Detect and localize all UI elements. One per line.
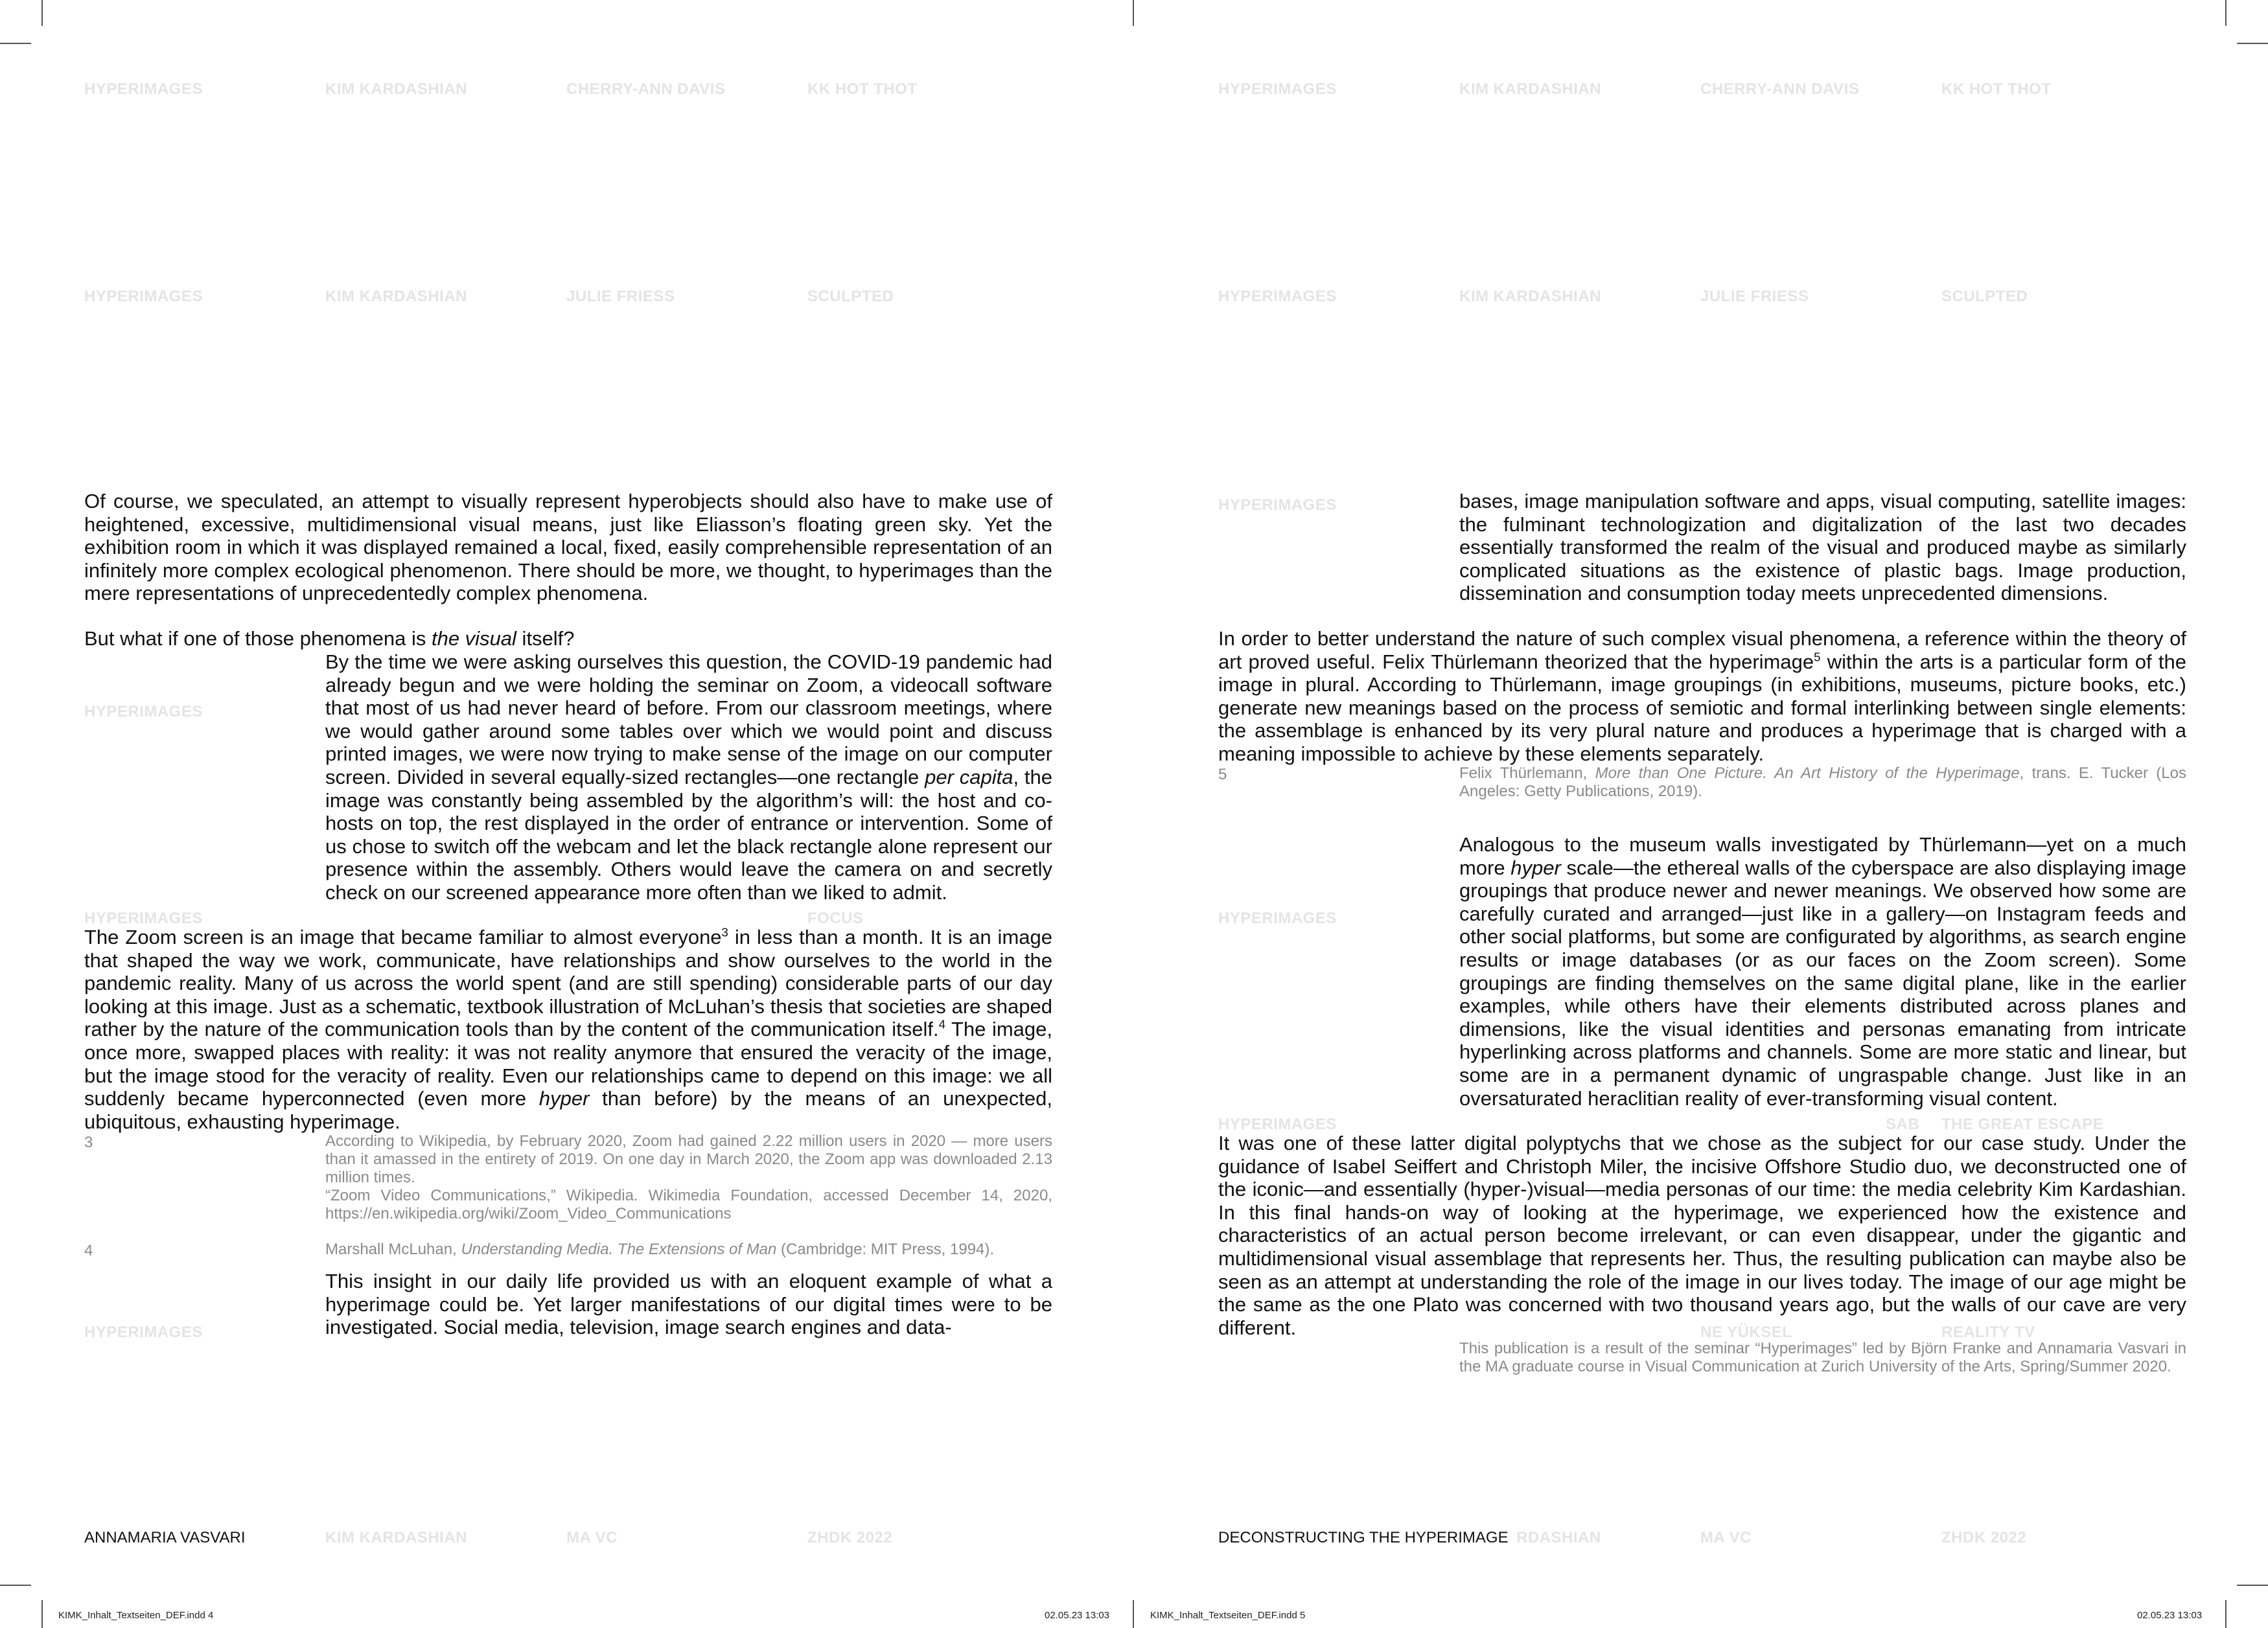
- ghost-label: HYPERIMAGES: [84, 910, 203, 927]
- ghost-label: SCULPTED: [807, 288, 894, 305]
- right-para-3: Analogous to the museum walls investigated by Thürlemann—yet on a much more hyper scale—the ethereal walls of the cyberspace are also displaying image groupings that produce newer and newer meanings. We observed how some are carefully curated and arranged—just like in a gallery—on Instagram feeds and other social platforms, but some are configurated by algorithms, as search engine results or image databases (or as our faces on the Zoom screen). Some groupings are finding themselves on the same digital plane, like in the earlier examples, while others have their elements distributed across planes and dimensions, like the visual identities and personas emanating from intricate hyperlinking across platforms and channels. Some are more static and linear, but some are in a permanent dynamic of ungraspable change. Just like in an oversaturated heraclitian reality of ever-transforming visual content.: [1459, 833, 2186, 1110]
- ghost-label: ZHDK 2022: [807, 1529, 893, 1546]
- footnote-number: 3: [84, 1134, 93, 1151]
- ghost-label: HYPERIMAGES: [84, 1324, 203, 1341]
- left-footer-author: ANNAMARIA VASVARI: [84, 1529, 246, 1546]
- ghost-label: HYPERIMAGES: [1218, 288, 1337, 305]
- ghost-label: ZHDK 2022: [1941, 1529, 2027, 1546]
- closing-note: This publication is a result of the seminar “Hyperimages” led by Björn Franke and Annamaria Vasvari in the MA graduate course in Visual Communication at Zurich University of the Arts, Spring/Summer 2020.: [1459, 1340, 2186, 1375]
- ghost-label: SCULPTED: [1941, 288, 2028, 305]
- slug-file-left: KIMK_Inhalt_Textseiten_DEF.indd 4: [58, 1610, 214, 1621]
- ghost-label: JULIE FRIESS: [566, 288, 675, 305]
- ghost-label: RDASHIAN: [1516, 1529, 1601, 1546]
- crop-mark: [0, 1585, 31, 1586]
- left-para-1: Of course, we speculated, an attempt to visually represent hyperobjects should also have to make use of heightened, excessive, multidimensional visual means, just like Eliasson’s floating green sky. Yet the exhibition room in which it was displayed remained a local, fixed, easily comprehensible representation of an infinitely more complex ecological phenomenon. There should be more, we thought, to hyperimages than the mere representations of unprecedentedly complex phenomena.: [84, 490, 1052, 605]
- crop-mark: [2237, 1585, 2268, 1586]
- slug-date-right: 02.05.23 13:03: [2137, 1610, 2203, 1621]
- ghost-label: KIM KARDASHIAN: [325, 1529, 467, 1546]
- ghost-label: HYPERIMAGES: [1218, 80, 1337, 98]
- ghost-label: SAB: [1886, 1116, 1920, 1133]
- ghost-label: REALITY TV: [1941, 1324, 2035, 1341]
- ghost-label: CHERRY-ANN DAVIS: [566, 80, 726, 98]
- ghost-label: KIM KARDASHIAN: [1459, 288, 1601, 305]
- ghost-label: KK HOT THOT: [1941, 80, 2052, 98]
- right-footer-title: DECONSTRUCTING THE HYPERIMAGE: [1218, 1529, 1509, 1546]
- crop-mark: [1133, 0, 1134, 26]
- left-para-3: By the time we were asking ourselves this question, the COVID-19 pandemic had already begun and we were holding the seminar on Zoom, a videocall software that most of us had never heard of before. From our classroom meetings, where we would gather around some tables over which we would point and discuss printed images, we were now trying to make sense of the image on our computer screen. Divided in several equally-sized rectangles—one rectangle per capita, the image was constantly being assembled by the algorithm’s will: the host and co-hosts on top, the rest displayed in the order of entrance or intervention. Some of us chose to switch off the webcam and let the black rectangle alone represent our presence within the assembly. Others would leave the camera on and secretly check on our screened appearance more often than we liked to admit.: [325, 650, 1052, 904]
- crop-mark: [2237, 43, 2268, 44]
- ghost-label: NE YÜKSEL: [1700, 1324, 1792, 1341]
- ghost-label: HYPERIMAGES: [84, 703, 203, 720]
- ghost-label: CHERRY-ANN DAVIS: [1700, 80, 1860, 98]
- crop-mark: [41, 1600, 43, 1628]
- right-para-1: bases, image manipulation software and apps, visual computing, satellite images: the fulminant technologization and digitalization of the last two decades essentially transformed the realm of the visual and produced maybe as similarly complicated situations as the existence of plastic bags. Image production, dissemination and consumption today meets unprecedented dimensions.: [1459, 490, 2186, 605]
- ghost-label: HYPERIMAGES: [1218, 1116, 1337, 1133]
- ghost-label: KIM KARDASHIAN: [325, 288, 467, 305]
- ghost-label: THE GREAT ESCAPE: [1941, 1116, 2104, 1133]
- right-para-2: In order to better understand the nature of such complex visual phenomena, a reference within the theory of art proved useful. Felix Thürlemann theorized that the hyperimage$^5$ within the arts is a particular form of the image in plural. According to Thürlemann, image groupings (in exhibitions, museums, picture books, etc.) generate new meanings based on the process of semiotic and formal interlinking between single elements: the assemblage is enhanced by its very plural nature and produces a hyperimage that is charged with a meaning impossible to achieve by these elements separately.: [1218, 627, 2186, 765]
- right-para-4: It was one of these latter digital polyptychs that we chose as the subject for our case study. Under the guidance of Isabel Seiffert and Christoph Miler, the incisive Offshore Studio duo, we deconstructed one of the iconic—and essentially (hyper-)visual—media personas of our time: the media celebrity Kim Kardashian. In this final hands-on way of looking at the hyperimage, we experienced how the existence and characteristics of an actual person become irrelevant, or can even disappear, under the gigantic and multidimensional visual assemblage that represents her. Thus, the resulting publication can maybe also be seen as an attempt at understanding the role of the image in our lives today. The image of our age might be the same as the one Plato was concerned with two thousand years ago, but the walls of our cave are very different.: [1218, 1132, 2186, 1339]
- ghost-label: HYPERIMAGES: [84, 288, 203, 305]
- crop-mark: [0, 43, 31, 44]
- ghost-label: MA VC: [566, 1529, 618, 1546]
- footnote-5: Felix Thürlemann, More than One Picture. An Art History of the Hyperimage, trans. E. Tucker (Los Angeles: Getty Publications, 2019).: [1459, 764, 2186, 800]
- ghost-label: HYPERIMAGES: [1218, 496, 1337, 514]
- crop-mark: [2225, 0, 2227, 26]
- ghost-label: KIM KARDASHIAN: [325, 80, 467, 98]
- footnote-number: 5: [1218, 766, 1227, 783]
- footnote-number: 4: [84, 1242, 93, 1259]
- crop-mark: [2225, 1600, 2227, 1628]
- slug-file-right: KIMK_Inhalt_Textseiten_DEF.indd 5: [1150, 1610, 1306, 1621]
- ghost-label: JULIE FRIESS: [1700, 288, 1809, 305]
- left-para-4: The Zoom screen is an image that became familiar to almost everyone$^3$ in less than a month. It is an image that shaped the way we work, communicate, have relationships and show ourselves to the world in the pandemic reality. Many of us across the world spent (and are still spending) considerable parts of our day looking at this image. Just as a schematic, textbook illustration of McLuhan’s thesis that societies are shaped rather by the nature of the communication tools than by the content of the communication itself.$^4$ The image, once more, swapped places with reality: it was not reality anymore that ensured the veracity of the image, but the image stood for the veracity of reality. Even our relationships came to depend on this image: we all suddenly became hyperconnected (even more hyper than before) by the means of an unexpected, ubiquitous, exhausting hyperimage.: [84, 925, 1053, 1133]
- crop-mark: [41, 0, 43, 26]
- slug-date-left: 02.05.23 13:03: [1045, 1610, 1110, 1621]
- ghost-label: KK HOT THOT: [807, 80, 918, 98]
- ghost-label: HYPERIMAGES: [84, 80, 203, 98]
- ghost-label: FOCUS: [807, 910, 864, 927]
- ghost-label: KIM KARDASHIAN: [1459, 80, 1601, 98]
- footnote-4: Marshall McLuhan, Understanding Media. The Extensions of Man (Cambridge: MIT Press, 1994).: [325, 1241, 995, 1258]
- ghost-label: MA VC: [1700, 1529, 1752, 1546]
- ghost-label: HYPERIMAGES: [1218, 910, 1337, 927]
- left-para-5: This insight in our daily life provided us with an eloquent example of what a hyperimage could be. Yet larger manifestations of our digital times were to be investigated. Social media, television, image search engines and data-: [325, 1270, 1052, 1339]
- left-para-2: But what if one of those phenomena is the visual itself?: [84, 627, 575, 650]
- footnote-3: According to Wikipedia, by February 2020, Zoom had gained 2.22 million users in 2020 — more users than it amassed in the entirety of 2019. On one day in March 2020, the Zoom app was downloaded 2.13 million times. “Zoom Video Communications,” Wikipedia. Wikimedia Foundation, accessed December 14, 2020, https://en.wikipedia.org/wiki/Zoom_Video_Communications: [325, 1132, 1052, 1222]
- crop-mark: [1133, 1600, 1134, 1628]
